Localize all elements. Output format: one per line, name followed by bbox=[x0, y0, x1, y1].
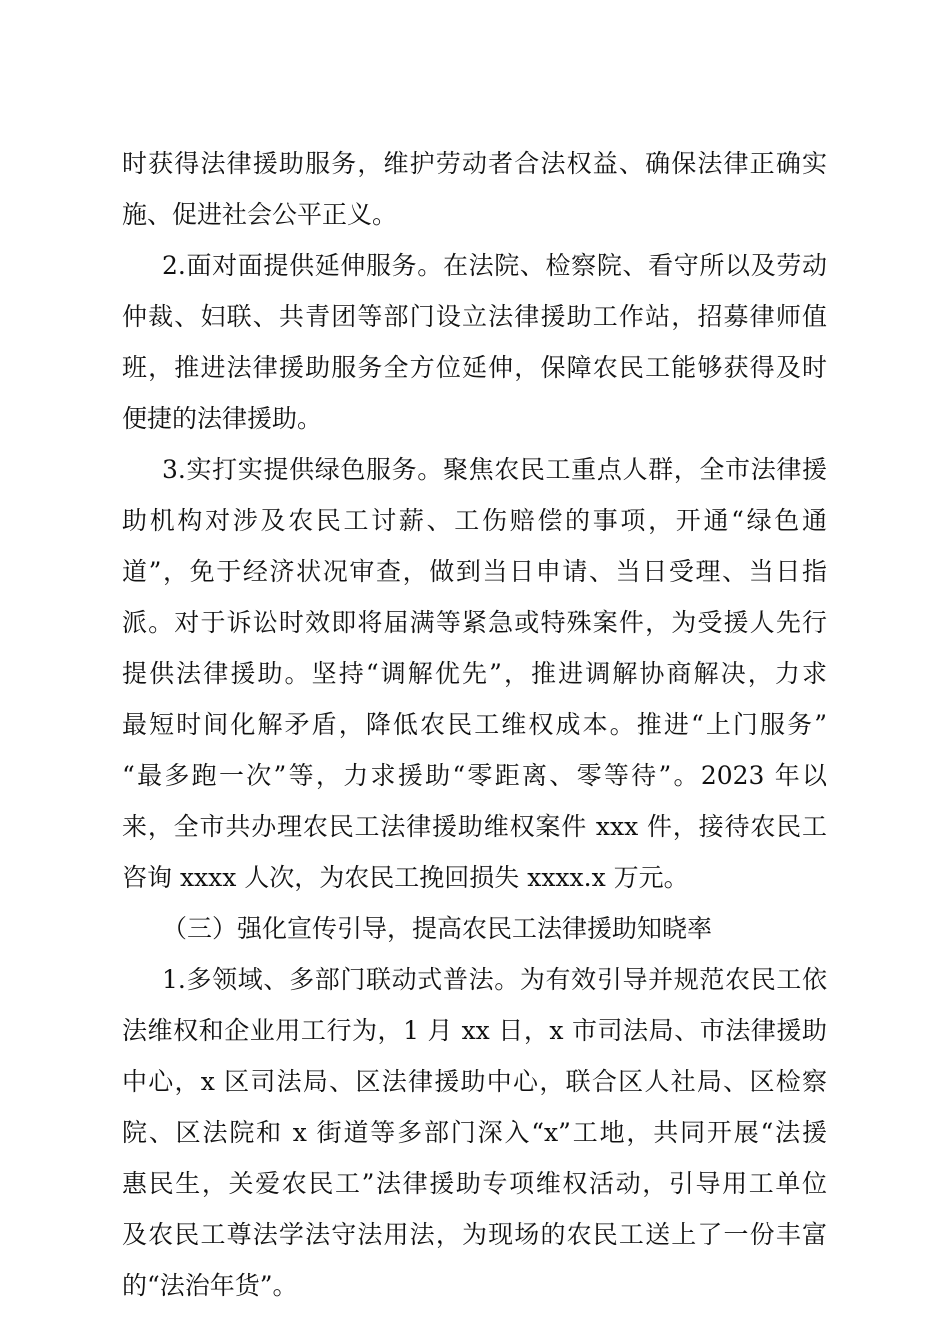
text-line: 来，全市共办理农民工法律援助维权案件 xxx 件，接待农民工 bbox=[122, 812, 827, 841]
text-line: 1.多领域、多部门联动式普法。为有效引导并规范农民工依 bbox=[162, 965, 827, 994]
text-line: 道”，免于经济状况审查，做到当日申请、当日受理、当日指 bbox=[122, 557, 827, 586]
text-line: 仲裁、妇联、共青团等部门设立法律援助工作站，招募律师值 bbox=[122, 302, 827, 331]
text-line: 咨询 xxxx 人次，为农民工挽回损失 xxxx.x 万元。 bbox=[122, 863, 689, 892]
text-line: 施、促进社会公平正义。 bbox=[122, 200, 398, 229]
text-line: 助机构对涉及农民工讨薪、工伤赔偿的事项，开通“绿色通 bbox=[122, 506, 827, 535]
text-line: 及农民工尊法学法守法用法，为现场的农民工送上了一份丰富 bbox=[122, 1220, 827, 1249]
text-line: 派。对于诉讼时效即将届满等紧急或特殊案件，为受援人先行 bbox=[122, 608, 827, 637]
text-line: 便捷的法律援助。 bbox=[122, 404, 323, 433]
text-line: “最多跑一次”等，力求援助“零距离、零等待”。2023 年以 bbox=[122, 761, 827, 790]
text-line: 2.面对面提供延伸服务。在法院、检察院、看守所以及劳动 bbox=[162, 251, 827, 280]
text-line: 最短时间化解矛盾，降低农民工维权成本。推进“上门服务” bbox=[122, 710, 827, 739]
text-line: 时获得法律援助服务，维护劳动者合法权益、确保法律正确实 bbox=[122, 149, 827, 178]
text-line: 惠民生，关爱农民工”法律援助专项维权活动，引导用工单位 bbox=[122, 1169, 827, 1198]
body-text bbox=[122, 138, 827, 1311]
text-line: 提供法律援助。坚持“调解优先”，推进调解协商解决，力求 bbox=[122, 659, 827, 688]
text-line: （三）强化宣传引导，提高农民工法律援助知晓率 bbox=[162, 914, 713, 943]
text-line: 的“法治年货”。 bbox=[122, 1271, 298, 1300]
text-line: 班，推进法律援助服务全方位延伸，保障农民工能够获得及时 bbox=[122, 353, 827, 382]
text-line: 3.实打实提供绿色服务。聚焦农民工重点人群，全市法律援 bbox=[162, 455, 827, 484]
text-line: 中心，x 区司法局、区法律援助中心，联合区人社局、区检察 bbox=[122, 1067, 827, 1096]
text-line: 法维权和企业用工行为，1 月 xx 日，x 市司法局、市法律援助 bbox=[122, 1016, 827, 1045]
text-line: 院、区法院和 x 街道等多部门深入“x”工地，共同开展“法援 bbox=[122, 1118, 827, 1147]
